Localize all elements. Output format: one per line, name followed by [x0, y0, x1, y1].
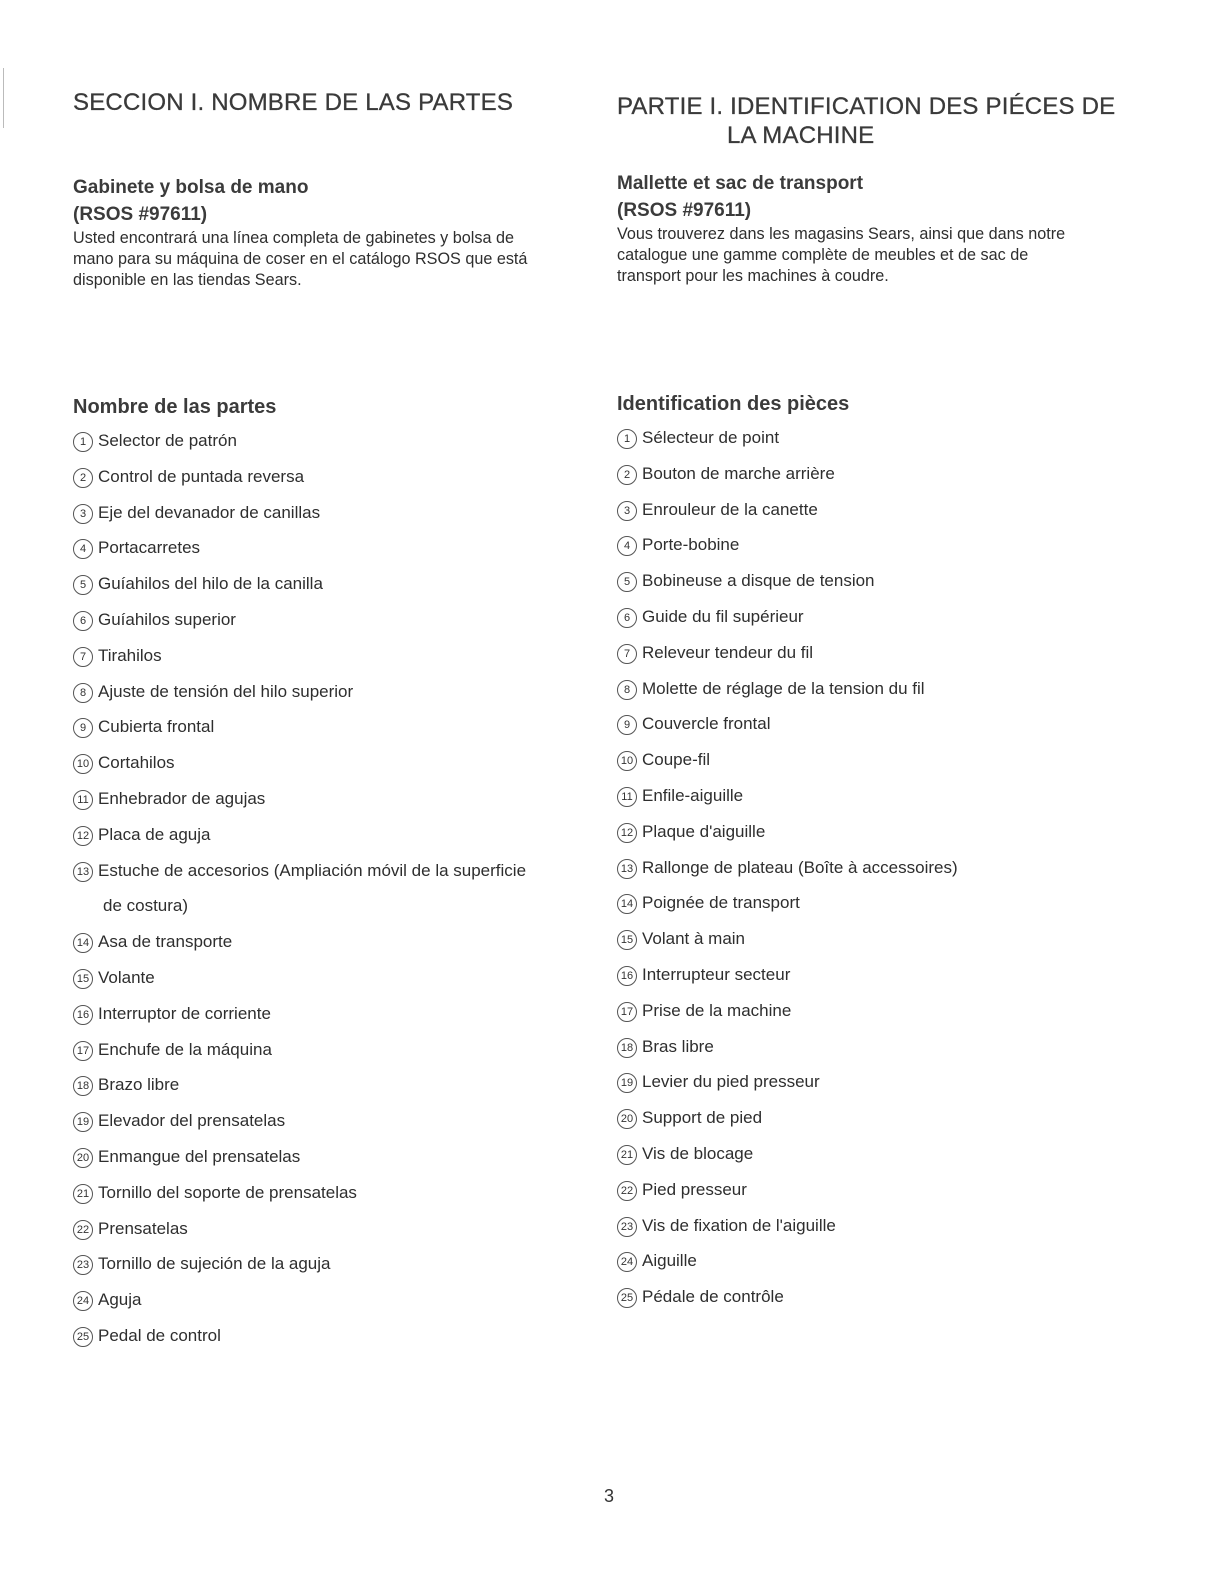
- part-item: [617, 1214, 836, 1238]
- part-label: Cubierta frontal: [98, 717, 215, 737]
- part-number-badge: 3: [73, 504, 93, 524]
- part-label: Guíahilos superior: [98, 610, 236, 629]
- part-label: Support de pied: [642, 1108, 763, 1128]
- part-number-badge: 9: [617, 715, 637, 735]
- part-item: [617, 462, 835, 486]
- part-number-badge: 14: [617, 894, 637, 914]
- part-number-badge: 14: [73, 933, 93, 953]
- part-item: [617, 1249, 697, 1273]
- part-label: Cortahilos: [98, 753, 175, 773]
- part-item: [73, 930, 232, 954]
- part-label: Aguja: [98, 1290, 142, 1310]
- french-parts-heading: Identification des pièces: [617, 393, 850, 415]
- part-number-badge: 16: [617, 966, 637, 986]
- part-label: Porte-bobine: [642, 535, 740, 555]
- part-number-badge: 23: [617, 1217, 637, 1237]
- part-label: Pedal de control: [98, 1326, 221, 1345]
- part-number-badge: 18: [617, 1038, 637, 1058]
- part-item: [73, 787, 265, 811]
- part-number-badge: 8: [73, 683, 93, 703]
- part-label: Selector de patrón: [98, 431, 237, 450]
- spanish-cabinet-text-line2: mano para su máquina de coser en el catálogo RSOS que está: [73, 250, 528, 268]
- part-item: [617, 1035, 714, 1059]
- part-label: Eje del devanador de canillas: [98, 502, 321, 522]
- part-item: [617, 533, 739, 557]
- part-number-badge: 5: [617, 572, 637, 592]
- part-label: Couvercle frontal: [642, 714, 771, 734]
- part-number-badge: 24: [73, 1291, 93, 1311]
- part-label: Tornillo de sujeción de la aguja: [98, 1254, 331, 1274]
- part-number-badge: 19: [73, 1112, 93, 1132]
- spanish-cabinet-text-line3: disponible en las tiendas Sears.: [73, 271, 302, 289]
- part-item: [73, 966, 155, 990]
- part-number-badge: 20: [73, 1148, 93, 1168]
- french-cabinet-text-line1: Vous trouverez dans les magasins Sears, ainsi que dans notre: [617, 225, 1066, 243]
- part-number-badge: 22: [617, 1181, 637, 1201]
- part-number-badge: 22: [73, 1220, 93, 1240]
- part-item: [617, 498, 818, 522]
- part-label: Prensatelas: [98, 1218, 188, 1238]
- part-number-badge: 1: [617, 429, 637, 449]
- part-number-badge: 8: [617, 680, 637, 700]
- part-item: [73, 1181, 357, 1205]
- part-label: Enrouleur de la canette: [642, 499, 818, 519]
- part-item: [73, 1252, 331, 1276]
- part-label: Placa de aguja: [98, 824, 211, 844]
- part-number-badge: 12: [617, 823, 637, 843]
- part-number-badge: 10: [73, 754, 93, 774]
- part-item: [73, 536, 200, 560]
- part-item: [617, 1106, 762, 1130]
- part-number-badge: 25: [73, 1327, 93, 1347]
- part-label: Guíahilos del hilo de la canilla: [98, 574, 323, 594]
- part-label: Vis de blocage: [642, 1144, 754, 1163]
- part-item: [617, 748, 710, 772]
- spanish-parts-heading: Nombre de las partes: [73, 396, 277, 418]
- part-number-badge: 21: [73, 1184, 93, 1204]
- part-number-badge: 3: [617, 501, 637, 521]
- part-item: [73, 1109, 285, 1133]
- part-number-badge: 6: [617, 608, 637, 628]
- part-item: [73, 823, 210, 847]
- french-cabinet-text-line2: catalogue une gamme complète de meubles et de sac de: [617, 246, 1029, 264]
- part-item: [617, 1142, 753, 1166]
- part-label: Tirahilos: [98, 645, 162, 665]
- part-label: Releveur tendeur du fil: [642, 642, 814, 662]
- part-number-badge: 9: [73, 718, 93, 738]
- part-number-badge: 1: [73, 432, 93, 452]
- part-label: Pied presseur: [642, 1179, 747, 1199]
- part-item: [73, 1324, 221, 1348]
- part-item: [73, 429, 237, 453]
- part-label: Elevador del prensatelas: [98, 1111, 286, 1131]
- part-item: [617, 999, 791, 1023]
- part-item: [73, 1145, 300, 1169]
- part-item: [617, 963, 790, 987]
- part-item: [73, 859, 526, 883]
- part-label: Asa de transporte: [98, 932, 233, 952]
- part-label: Molette de réglage de la tension du fil: [642, 678, 925, 698]
- part-label: Tornillo del soporte de prensatelas: [98, 1182, 357, 1202]
- part-number-badge: 13: [617, 859, 637, 879]
- part-label: Portacarretes: [98, 538, 201, 558]
- spanish-cabinet-title-line1: Gabinete y bolsa de mano: [73, 177, 309, 198]
- part-label: Bobineuse a disque de tension: [642, 571, 875, 591]
- part-label: Rallonge de plateau (Boîte à accessoires): [642, 857, 958, 877]
- part-label: Bras libre: [642, 1036, 714, 1056]
- part-label-continuation: de costura): [103, 896, 189, 916]
- part-number-badge: 15: [617, 930, 637, 950]
- part-number-badge: 23: [73, 1255, 93, 1275]
- part-item: [73, 1002, 271, 1026]
- part-item: [617, 820, 765, 844]
- part-label: Enmangue del prensatelas: [98, 1147, 301, 1166]
- part-label: Vis de fixation de l'aiguille: [642, 1215, 836, 1235]
- part-item: [73, 572, 323, 596]
- part-number-badge: 18: [73, 1076, 93, 1096]
- part-number-badge: 4: [73, 539, 93, 559]
- spanish-section-title: SECCION I. NOMBRE DE LAS PARTES: [73, 89, 514, 116]
- spanish-cabinet-title-line2: (RSOS #97611): [73, 204, 208, 225]
- part-label: Enchufe de la máquina: [98, 1039, 272, 1059]
- part-number-badge: 17: [73, 1041, 93, 1061]
- part-item: [73, 1288, 141, 1312]
- part-item: [617, 712, 771, 736]
- part-item: [617, 605, 804, 629]
- french-section-title-line1: PARTIE I. IDENTIFICATION DES PIÉCES DE: [617, 93, 1116, 120]
- part-number-badge: 19: [617, 1073, 637, 1093]
- part-label: Coupe-fil: [642, 750, 711, 770]
- part-label: Pédale de contrôle: [642, 1287, 784, 1307]
- part-number-badge: 4: [617, 536, 637, 556]
- part-label: Enfile-aiguille: [642, 786, 744, 805]
- part-item: [73, 1038, 272, 1062]
- part-label: Control de puntada reversa: [98, 466, 305, 486]
- part-label: Volante: [98, 968, 155, 987]
- part-number-badge: 5: [73, 575, 93, 595]
- part-label: Bouton de marche arrière: [642, 463, 835, 483]
- part-label: Sélecteur de point: [642, 428, 780, 447]
- part-number-badge: 2: [73, 468, 93, 488]
- part-label: Interrupteur secteur: [642, 965, 791, 984]
- french-cabinet-text-line3: transport pour les machines à coudre.: [617, 267, 889, 285]
- scan-edge-mark: [3, 68, 4, 128]
- part-item: [617, 641, 813, 665]
- part-item: [617, 1178, 747, 1202]
- part-number-badge: 15: [73, 969, 93, 989]
- part-item: [617, 677, 925, 701]
- part-number-badge: 17: [617, 1002, 637, 1022]
- part-item: [617, 1070, 820, 1094]
- part-number-badge: 12: [73, 826, 93, 846]
- part-item: [617, 891, 800, 915]
- spanish-cabinet-text-line1: Usted encontrará una línea completa de gabinetes y bolsa de: [73, 229, 514, 247]
- part-label: Brazo libre: [98, 1075, 180, 1095]
- part-number-badge: 20: [617, 1109, 637, 1129]
- part-label: Levier du pied presseur: [642, 1072, 820, 1092]
- part-number-badge: 11: [73, 790, 93, 810]
- part-item: [73, 501, 320, 525]
- part-number-badge: 11: [617, 787, 637, 807]
- part-item: [617, 569, 875, 593]
- part-item: [617, 426, 779, 450]
- part-item: [73, 465, 304, 489]
- french-cabinet-title-line2: (RSOS #97611): [617, 200, 752, 221]
- part-number-badge: 24: [617, 1252, 637, 1272]
- part-label: Guide du fil supérieur: [642, 607, 804, 626]
- part-label: Plaque d'aiguille: [642, 821, 766, 841]
- part-label: Interruptor de corriente: [98, 1003, 271, 1023]
- part-item: [73, 680, 353, 704]
- part-item: [617, 1285, 784, 1309]
- part-item: [73, 1073, 179, 1097]
- part-label: Volant à main: [642, 929, 746, 949]
- part-label: Enhebrador de agujas: [98, 789, 266, 808]
- french-section-title-line2: LA MACHINE: [727, 122, 875, 149]
- part-number-badge: 7: [73, 647, 93, 667]
- part-number-badge: 13: [73, 862, 93, 882]
- part-label: Prise de la machine: [642, 1000, 792, 1020]
- french-cabinet-title-line1: Mallette et sac de transport: [617, 173, 864, 194]
- part-number-badge: 6: [73, 611, 93, 631]
- part-item: [73, 608, 236, 632]
- part-label: Aiguille: [642, 1251, 697, 1271]
- part-item: [617, 927, 745, 951]
- part-number-badge: 21: [617, 1145, 637, 1165]
- page-number: 3: [604, 1486, 615, 1506]
- part-label: Ajuste de tensión del hilo superior: [98, 681, 354, 701]
- part-number-badge: 2: [617, 465, 637, 485]
- part-number-badge: 7: [617, 644, 637, 664]
- part-item: [617, 784, 743, 808]
- part-item: [617, 856, 958, 880]
- part-number-badge: 16: [73, 1005, 93, 1025]
- part-label: Estuche de accesorios (Ampliación móvil de la superficie: [98, 860, 527, 880]
- part-number-badge: 10: [617, 751, 637, 771]
- part-item: [73, 715, 214, 739]
- part-number-badge: 25: [617, 1288, 637, 1308]
- part-label: Poignée de transport: [642, 893, 800, 913]
- part-item: [73, 751, 175, 775]
- part-item: [73, 644, 162, 668]
- part-item: [73, 1217, 188, 1241]
